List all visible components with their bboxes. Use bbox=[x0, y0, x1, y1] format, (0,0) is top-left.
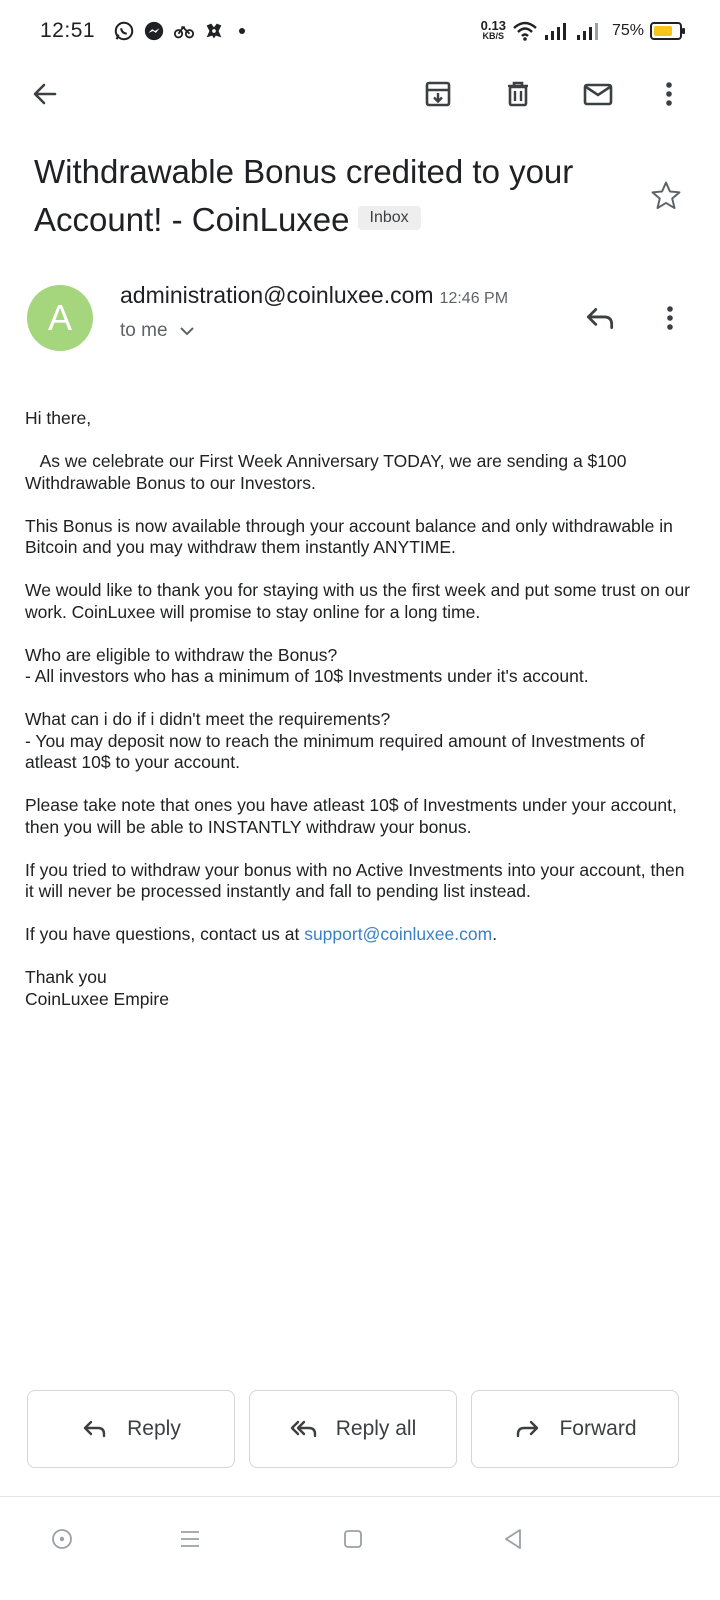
body-paragraph: We would like to thank you for staying with us the first week and put some trust on our work. CoinLuxee will promise to stay online for a long time. bbox=[25, 580, 695, 622]
reply-button[interactable] bbox=[27, 1390, 235, 1468]
delete-button[interactable] bbox=[494, 70, 542, 118]
home-nav-button[interactable] bbox=[333, 1519, 373, 1559]
more-notifications-dot bbox=[239, 28, 245, 34]
email-time: 12:46 PM bbox=[439, 290, 509, 307]
assistant-nav-button[interactable] bbox=[42, 1519, 82, 1559]
body-paragraph: Who are eligible to withdraw the Bonus? - All investors who has a minimum of 10$ Investments under it's account. bbox=[25, 644, 589, 686]
sender-line bbox=[120, 282, 508, 309]
recents-nav-button[interactable] bbox=[170, 1519, 210, 1559]
reply-all-button[interactable] bbox=[249, 1390, 457, 1468]
battery-icon bbox=[650, 22, 682, 40]
mark-unread-button[interactable] bbox=[574, 70, 622, 118]
network-speed: 0.13 KB/S bbox=[480, 18, 506, 41]
email-toolbar bbox=[0, 62, 720, 126]
battery-percent: 75% bbox=[611, 22, 644, 39]
status-bar bbox=[0, 0, 720, 62]
body-signoff: Thank you CoinLuxee Empire bbox=[25, 967, 169, 1009]
wifi-icon bbox=[512, 20, 538, 42]
menu-icon bbox=[178, 1527, 202, 1551]
archive-button[interactable] bbox=[414, 70, 462, 118]
body-paragraph: If you tried to withdraw your bonus with no Active Investments into your account, then it will never be processed instantly and fall to pending list instead. bbox=[25, 859, 690, 901]
sender-email[interactable]: administration@coinluxee.com bbox=[120, 282, 434, 308]
system-nav-bar bbox=[0, 1496, 720, 1600]
body-paragraph: What can i do if i didn't meet the requirements? - You may deposit now to reach the minimum required amount of Investments of atleast 10$ to your account. bbox=[25, 709, 645, 772]
forward-button[interactable] bbox=[471, 1390, 679, 1468]
back-nav-button[interactable] bbox=[493, 1519, 533, 1559]
circle-dot-icon bbox=[50, 1527, 74, 1551]
delete-icon bbox=[502, 78, 534, 110]
status-right bbox=[481, 20, 682, 42]
signal-icon bbox=[544, 21, 570, 41]
status-time: 12:51 bbox=[40, 19, 96, 42]
more-vert-icon bbox=[654, 302, 686, 334]
reply-icon bbox=[81, 1415, 109, 1443]
signal-icon bbox=[576, 21, 602, 41]
reply-icon bbox=[583, 301, 617, 335]
reply-button-header[interactable] bbox=[578, 296, 622, 340]
square-icon bbox=[341, 1527, 365, 1551]
body-paragraph: This Bonus is now available through your account balance and only withdrawable in Bitcoin and you may withdraw them instantly ANYTIME. bbox=[25, 515, 678, 557]
battery-level bbox=[654, 26, 672, 36]
sender-avatar[interactable]: A bbox=[27, 285, 93, 351]
whatsapp-icon bbox=[113, 20, 135, 42]
body-contact-paragraph: If you have questions, contact us at support@coinluxee.com. bbox=[25, 924, 498, 944]
reply-label: Reply bbox=[127, 1417, 181, 1440]
email-body bbox=[25, 408, 695, 1032]
archive-icon bbox=[422, 78, 454, 110]
forward-icon bbox=[513, 1415, 541, 1443]
reply-all-label: Reply all bbox=[335, 1417, 417, 1440]
more-vert-icon bbox=[653, 78, 685, 110]
triangle-back-icon bbox=[501, 1527, 525, 1551]
recipient-details-toggle[interactable] bbox=[120, 320, 196, 342]
body-paragraph: Please take note that ones you have atleast 10$ of Investments under your account, then you will be able to INSTANTLY withdraw your bonus. bbox=[25, 795, 682, 837]
bike-icon bbox=[173, 20, 195, 42]
body-greeting: Hi there, bbox=[25, 408, 92, 428]
messenger-icon bbox=[143, 20, 165, 42]
inbox-label-badge[interactable]: Inbox bbox=[358, 206, 421, 230]
game-icon bbox=[203, 20, 225, 42]
forward-label: Forward bbox=[559, 1417, 637, 1440]
recipient-text: to me bbox=[120, 320, 168, 341]
support-email-link[interactable]: support@coinluxee.com bbox=[304, 924, 493, 944]
back-button[interactable] bbox=[21, 70, 69, 118]
star-icon bbox=[649, 179, 683, 213]
body-paragraph: As we celebrate our First Week Anniversary TODAY, we are sending a $100 Withdrawable Bonus to our Investors. bbox=[25, 451, 632, 493]
notification-icons bbox=[113, 20, 245, 42]
chevron-down-icon bbox=[178, 322, 196, 340]
star-button[interactable] bbox=[644, 174, 688, 218]
message-more-button[interactable] bbox=[648, 296, 692, 340]
subject-text: Withdrawable Bonus credited to your Account! - CoinLuxee bbox=[34, 153, 574, 238]
back-arrow-icon bbox=[29, 78, 61, 110]
email-subject bbox=[34, 148, 634, 244]
more-options-button[interactable] bbox=[645, 70, 693, 118]
reply-all-icon bbox=[290, 1415, 318, 1443]
mail-icon bbox=[582, 78, 614, 110]
